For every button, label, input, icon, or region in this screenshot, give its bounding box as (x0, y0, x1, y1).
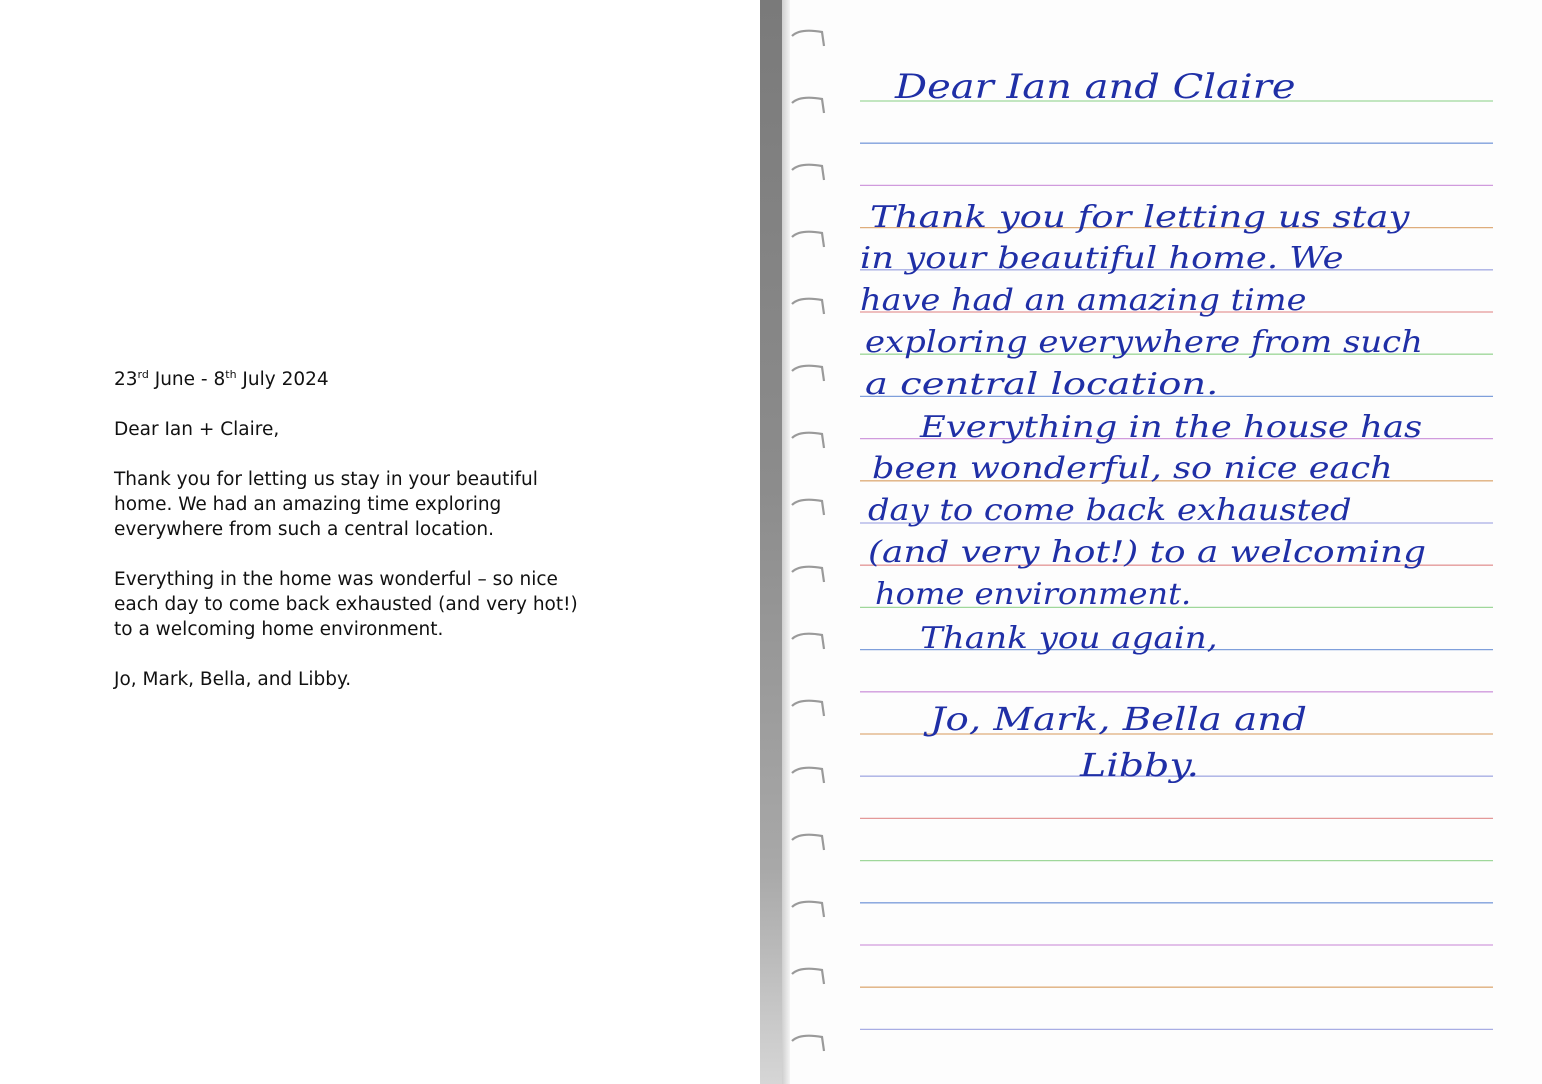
letter-greeting: Dear Ian + Claire, (114, 419, 280, 440)
handwritten-line: (and very hot!) to a welcoming (868, 535, 1426, 570)
handwritten-line: have had an amazing time (860, 283, 1307, 318)
handwritten-line: been wonderful, so nice each (872, 451, 1393, 486)
date-start-day: 23 (114, 369, 138, 390)
handwritten-letter (760, 0, 1542, 1084)
date-start-month: June - 8 (148, 369, 226, 390)
typed-letter (114, 367, 674, 717)
handwritten-line: Jo, Mark, Bella and (922, 700, 1307, 738)
handwritten-line: Thank you again, (920, 621, 1218, 656)
handwritten-line: day to come back exhausted (868, 493, 1352, 528)
date-start-suffix: rd (137, 367, 149, 381)
letter-paragraph-1: Thank you for letting us stay in your beautiful home. We had an amazing time exploring everywhere from such a central location. (114, 469, 538, 540)
handwritten-line: Dear Ian and Claire (893, 67, 1296, 107)
date-end-rest: July 2024 (236, 369, 329, 390)
typed-transcription-page (0, 0, 760, 1084)
handwritten-line: a central location. (865, 367, 1219, 402)
letter-signoff: Jo, Mark, Bella, and Libby. (114, 669, 352, 690)
date-end-suffix: th (225, 367, 237, 381)
handwritten-line: exploring everywhere from such (865, 325, 1423, 360)
handwritten-line: Everything in the house has (918, 410, 1423, 445)
handwritten-line: Libby. (1078, 746, 1200, 784)
handwritten-line: home environment. (875, 577, 1192, 612)
letter-paragraph-2: Everything in the home was wonderful – so nice each day to come back exhausted (and very hot!) to a welcoming home environment. (114, 569, 578, 640)
handwritten-line: Thank you for letting us stay (870, 200, 1411, 235)
handwritten-notebook-page (760, 0, 1542, 1084)
handwritten-line: in your beautiful home. We (860, 241, 1344, 276)
letter-date (114, 367, 674, 392)
